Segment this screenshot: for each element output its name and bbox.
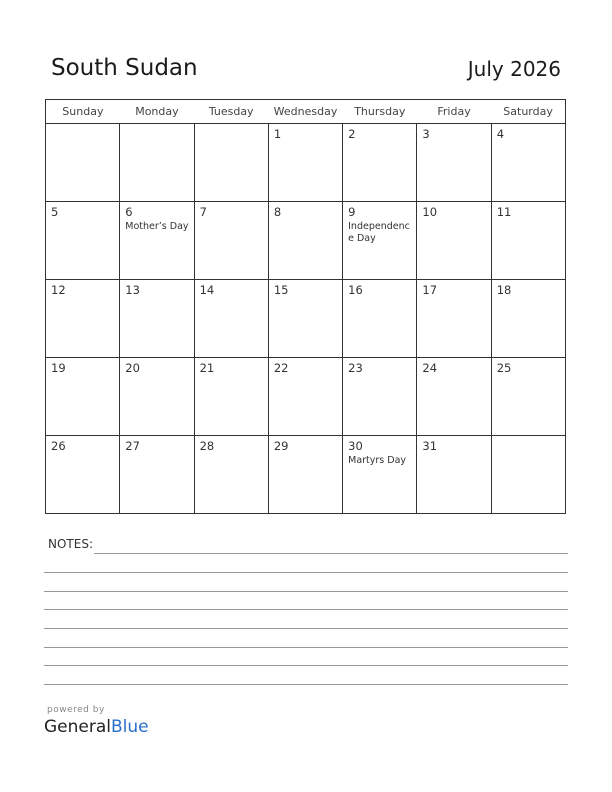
day-number: 10 <box>422 205 438 219</box>
day-cell <box>417 124 491 202</box>
day-number: 12 <box>51 283 66 297</box>
weekday-header: Saturday <box>491 100 565 124</box>
day-number: 13 <box>125 283 140 297</box>
day-number: 8 <box>273 205 282 219</box>
day-cell <box>46 358 120 436</box>
calendar-country-title: South Sudan <box>51 55 198 81</box>
generalblue-logo[interactable] <box>44 717 149 737</box>
day-number: 3 <box>422 127 430 141</box>
day-number: 11 <box>496 205 512 219</box>
day-cell <box>343 202 417 280</box>
day-cell <box>343 280 417 358</box>
day-number: 29 <box>273 439 289 453</box>
day-number: 14 <box>199 283 215 297</box>
day-cell <box>120 436 194 514</box>
week-row <box>46 202 566 280</box>
day-cell <box>343 124 417 202</box>
day-cell <box>120 280 194 358</box>
day-number: 26 <box>51 439 66 453</box>
day-cell <box>46 280 120 358</box>
day-cell <box>194 202 268 280</box>
day-cell <box>268 202 342 280</box>
week-row <box>46 280 566 358</box>
notes-label: NOTES: <box>48 537 93 551</box>
day-cell <box>46 124 120 202</box>
notes-line <box>44 684 568 685</box>
weekday-header-row <box>46 100 566 124</box>
day-cell <box>46 202 120 280</box>
day-cell <box>343 358 417 436</box>
holiday-label: Independence Day <box>348 221 410 244</box>
day-cell <box>268 124 342 202</box>
day-number: 21 <box>199 361 215 375</box>
day-cell <box>417 202 491 280</box>
day-number: 1 <box>273 127 282 141</box>
day-number: 19 <box>51 361 66 375</box>
day-number: 17 <box>422 283 438 297</box>
calendar-month-title: July 2026 <box>467 57 561 81</box>
weekday-header: Wednesday <box>268 100 342 124</box>
notes-line <box>44 609 568 610</box>
calendar-grid <box>45 99 566 514</box>
powered-by-text: powered by <box>47 705 105 715</box>
day-number: 27 <box>125 439 140 453</box>
day-cell <box>417 280 491 358</box>
weekday-header: Friday <box>417 100 491 124</box>
day-cell <box>417 358 491 436</box>
week-row <box>46 358 566 436</box>
day-cell <box>491 436 565 514</box>
day-number: 22 <box>273 361 289 375</box>
week-row <box>46 124 566 202</box>
day-cell <box>491 202 565 280</box>
day-cell <box>417 436 491 514</box>
day-number: 24 <box>422 361 438 375</box>
weekday-header: Thursday <box>343 100 417 124</box>
day-number: 23 <box>348 361 363 375</box>
notes-line <box>44 665 568 666</box>
day-cell <box>120 124 194 202</box>
holiday-label: Mother’s Day <box>125 221 189 232</box>
day-cell <box>491 124 565 202</box>
day-number: 30 <box>348 439 363 453</box>
day-number: 9 <box>348 205 356 219</box>
day-number: 4 <box>496 127 505 141</box>
day-number: 15 <box>273 283 289 297</box>
day-number: 16 <box>348 283 363 297</box>
week-row <box>46 436 566 514</box>
day-cell <box>268 280 342 358</box>
day-cell <box>491 280 565 358</box>
day-number: 2 <box>348 127 356 141</box>
notes-line <box>44 628 568 629</box>
notes-line <box>44 647 568 648</box>
day-cell <box>194 124 268 202</box>
day-cell <box>46 436 120 514</box>
day-number: 18 <box>496 283 512 297</box>
day-number: 20 <box>125 361 140 375</box>
day-number: 6 <box>125 205 133 219</box>
day-cell <box>194 436 268 514</box>
day-cell <box>120 202 194 280</box>
logo-blue-text: Blue <box>111 717 149 737</box>
weekday-header: Sunday <box>46 100 120 124</box>
notes-line <box>44 572 568 573</box>
day-number: 31 <box>422 439 438 453</box>
weekday-header: Tuesday <box>194 100 268 124</box>
day-number: 7 <box>199 205 207 219</box>
day-number: 5 <box>51 205 59 219</box>
day-cell <box>194 280 268 358</box>
notes-line <box>94 553 568 554</box>
day-number: 25 <box>496 361 512 375</box>
holiday-label: Martyrs Day <box>348 455 407 466</box>
weekday-header: Monday <box>120 100 194 124</box>
day-number: 28 <box>199 439 215 453</box>
notes-line <box>44 591 568 592</box>
logo-general-text: General <box>44 717 111 737</box>
day-cell <box>268 436 342 514</box>
day-cell <box>343 436 417 514</box>
day-cell <box>194 358 268 436</box>
day-cell <box>120 358 194 436</box>
day-cell <box>491 358 565 436</box>
day-cell <box>268 358 342 436</box>
